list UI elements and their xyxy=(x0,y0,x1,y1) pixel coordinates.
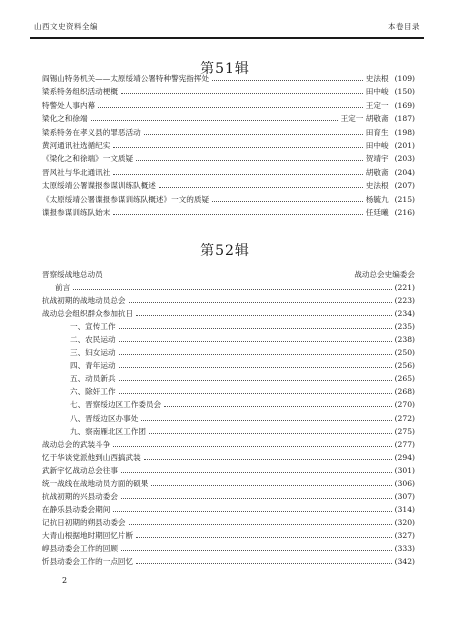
toc-entry-page: (216) xyxy=(394,208,415,217)
toc-entry-title: 记抗日初期的朔县动委会 xyxy=(42,517,126,527)
toc-entry-page: (235) xyxy=(394,322,415,332)
page-number: 2 xyxy=(62,576,68,585)
dot-leader xyxy=(119,393,392,394)
toc-entry xyxy=(70,372,415,385)
toc-entry-page: (198) xyxy=(394,127,415,137)
dot-leader xyxy=(113,174,362,175)
toc-entry-title: 在静乐县动委会期间 xyxy=(42,504,111,514)
toc-entry-title: 八、晋绥边区办事处 xyxy=(70,413,139,423)
toc-entry-page: (265) xyxy=(394,374,415,384)
dot-leader xyxy=(113,511,391,512)
toc-entry-page: (201) xyxy=(394,141,415,150)
section-51-title: 第51辑 xyxy=(200,61,250,77)
toc-entry-title: 忻县动委会工作的一点回忆 xyxy=(42,557,134,567)
toc-entry xyxy=(42,542,415,555)
dot-leader xyxy=(121,498,392,499)
dot-leader xyxy=(113,147,362,148)
toc-entry-page: (320) xyxy=(394,517,415,527)
toc-entry xyxy=(42,126,415,139)
toc-entry-page: (238) xyxy=(394,335,415,345)
toc-entry-page: (342) xyxy=(394,557,415,567)
toc-entry-author: 史法根 xyxy=(365,181,389,191)
toc-entry-page: (301) xyxy=(394,465,415,475)
toc-entry-title: 战动总会组织群众参加抗日 xyxy=(42,309,134,319)
toc-entry-title: 梁系特务组织活动梗概 xyxy=(42,87,118,97)
toc-entry xyxy=(42,438,415,451)
toc-entry-title: 黄河通讯社选循纪实 xyxy=(42,141,111,150)
toc-entry-title: 统一战线在战地动员方面的硕果 xyxy=(42,478,149,488)
header-left: 山西文史资料全编 xyxy=(34,22,98,31)
toc-entry-title: 九、察南雁北区工作团 xyxy=(70,426,146,436)
toc-entry-page: (268) xyxy=(394,387,415,397)
toc-entry-author: 田育生 xyxy=(365,127,389,137)
toc-entry-page: (234) xyxy=(394,309,415,319)
toc-entry xyxy=(42,503,415,516)
dot-leader xyxy=(91,120,338,121)
toc-entry-page: (294) xyxy=(394,452,415,462)
toc-entry xyxy=(42,490,415,503)
dot-leader xyxy=(136,315,391,316)
header-right: 本卷目录 xyxy=(388,22,420,31)
toc-entry xyxy=(42,294,415,307)
dot-leader xyxy=(141,420,391,421)
toc-entry-page: (256) xyxy=(394,361,415,371)
toc-entry-page: (221) xyxy=(394,283,415,292)
toc-entry xyxy=(42,529,415,542)
toc-entry-title: 五、动员新兵 xyxy=(70,374,116,384)
toc-entry-title: 阎锡山特务机关——太原绥靖公署特种警宪指挥处 xyxy=(42,74,210,83)
dot-leader xyxy=(98,107,363,108)
toc-entry-author: 胡敬斋 xyxy=(365,167,389,177)
dot-leader xyxy=(149,433,392,434)
toc-entry xyxy=(70,333,415,346)
toc-entry-title: 二、农民运动 xyxy=(70,335,116,345)
toc-entry-title: 谍报参谋训练队始末 xyxy=(42,208,111,217)
toc-entry-title: 崞县动委会工作的回顾 xyxy=(42,544,118,553)
toc-entry-author: 王定一 xyxy=(365,100,389,110)
toc-entry-page: (215) xyxy=(394,194,415,204)
dot-leader xyxy=(212,80,363,81)
toc-entry-page: (223) xyxy=(394,296,415,306)
toc-entry-page: (333) xyxy=(394,544,415,553)
toc-entry-author: 贺靖宇 xyxy=(365,154,389,164)
toc-entry xyxy=(42,193,415,206)
toc-entry-title: 梁系特务在孝义县的罪恶活动 xyxy=(42,127,141,137)
toc-entry-title: 抗战初期的战地动员总会 xyxy=(42,296,126,306)
toc-entry xyxy=(70,412,415,425)
toc-entry-title: 大青山根据地时期回忆片断 xyxy=(42,530,134,540)
toc-entry-author: 杨毓九 xyxy=(365,194,389,204)
toc-entry-page: (277) xyxy=(394,439,415,449)
toc-entry xyxy=(42,477,415,490)
dot-leader xyxy=(119,328,392,329)
dot-leader xyxy=(136,160,363,161)
toc-entry-author: 王定一 胡敬斋 xyxy=(340,114,389,124)
dot-leader xyxy=(129,302,392,303)
toc-entry-title: 忆于华谈党派他到山西搞武装 xyxy=(42,452,141,462)
toc-entry xyxy=(42,85,415,98)
dot-leader xyxy=(136,563,391,564)
toc-entry-title: 战动总会的武装斗争 xyxy=(42,439,111,449)
toc-entry xyxy=(42,179,415,192)
toc-entry xyxy=(42,152,415,165)
toc-entry xyxy=(42,555,415,568)
toc-entry xyxy=(42,451,415,464)
toc-entry xyxy=(70,425,415,438)
toc-entry xyxy=(70,398,415,411)
dot-leader xyxy=(151,485,391,486)
dot-leader xyxy=(121,472,392,473)
toc-entry-title: 特警处人事内幕 xyxy=(42,100,96,110)
toc-entry-page: (327) xyxy=(394,530,415,540)
toc-entry-title: 六、除奸工作 xyxy=(70,387,116,397)
dot-leader xyxy=(144,459,392,460)
toc-entry-page: (203) xyxy=(394,154,415,164)
header-rule xyxy=(30,37,424,39)
toc-entry-title: 《太原绥靖公署谍报参谋训练队概述》一文的质疑 xyxy=(42,194,210,204)
toc-entry-title: 三、妇女运动 xyxy=(70,348,116,358)
toc-entry-page: (207) xyxy=(394,181,415,191)
dot-leader xyxy=(119,341,392,342)
dot-leader xyxy=(212,201,363,202)
section-52-heading xyxy=(42,268,415,281)
toc-entry-page: (306) xyxy=(394,478,415,488)
toc-entry-page: (314) xyxy=(394,504,415,514)
toc-entry-page: (275) xyxy=(394,426,415,436)
toc-entry xyxy=(55,281,415,294)
dot-leader xyxy=(144,134,363,135)
section-52-heading-title: 晋察绥战地总动员 xyxy=(42,270,103,279)
dot-leader xyxy=(121,93,363,94)
toc-entry xyxy=(42,166,415,179)
section-52-title: 第52辑 xyxy=(200,243,250,259)
dot-leader xyxy=(113,446,391,447)
toc-entry xyxy=(42,516,415,529)
toc-entry-title: 《梁化之和徐端》一文质疑 xyxy=(42,154,134,164)
dot-leader xyxy=(164,406,391,407)
toc-entry-page: (150) xyxy=(394,87,415,97)
toc-entry-page: (270) xyxy=(394,400,415,410)
toc-entry-author: 史法根 xyxy=(365,74,389,83)
toc-entry-author: 田中峻 xyxy=(365,87,389,97)
dot-leader xyxy=(113,214,362,215)
toc-entry-page: (250) xyxy=(394,348,415,358)
toc-entry xyxy=(42,72,415,85)
toc-entry xyxy=(42,139,415,152)
toc-entry-page: (204) xyxy=(394,167,415,177)
toc-entry-title: 抗战初期的兴县动委会 xyxy=(42,491,118,501)
toc-entry-author: 田中峻 xyxy=(365,141,389,150)
toc-entry-title: 一、宣传工作 xyxy=(70,322,116,332)
toc-entry-title: 七、晋察绥边区工作委员会 xyxy=(70,400,162,410)
toc-entry xyxy=(42,206,415,219)
toc-entry xyxy=(42,112,415,125)
toc-entry-author: 任廷曦 xyxy=(365,208,389,217)
dot-leader xyxy=(119,354,392,355)
toc-entry-page: (307) xyxy=(394,491,415,501)
dot-leader xyxy=(119,380,392,381)
dot-leader xyxy=(73,289,391,290)
toc-entry xyxy=(42,307,415,320)
dot-leader xyxy=(159,187,363,188)
dot-leader xyxy=(136,537,391,538)
toc-entry-title: 梁化之和徐端 xyxy=(42,114,88,124)
toc-entry xyxy=(42,464,415,477)
toc-entry-page: (109) xyxy=(394,74,415,83)
toc-entry xyxy=(70,346,415,359)
toc-entry-title: 晋风社与华北通讯社 xyxy=(42,167,111,177)
toc-entry-page: (272) xyxy=(394,413,415,423)
toc-entry xyxy=(70,359,415,372)
dot-leader xyxy=(119,367,392,368)
toc-entry-title: 武新宇忆战动总会往事 xyxy=(42,465,118,475)
toc-entry-title: 前言 xyxy=(55,283,71,292)
dot-leader xyxy=(121,550,392,551)
section-52-heading-author: 战动总会史编委会 xyxy=(354,270,415,279)
toc-entry xyxy=(42,99,415,112)
toc-entry xyxy=(70,385,415,398)
toc-entry-title: 太原绥靖公署谍报参谋训练队概述 xyxy=(42,181,156,191)
toc-entry-page: (169) xyxy=(394,100,415,110)
dot-leader xyxy=(129,524,392,525)
toc-entry xyxy=(70,320,415,333)
toc-entry-page: (187) xyxy=(394,114,415,124)
toc-entry-title: 四、青年运动 xyxy=(70,361,116,371)
